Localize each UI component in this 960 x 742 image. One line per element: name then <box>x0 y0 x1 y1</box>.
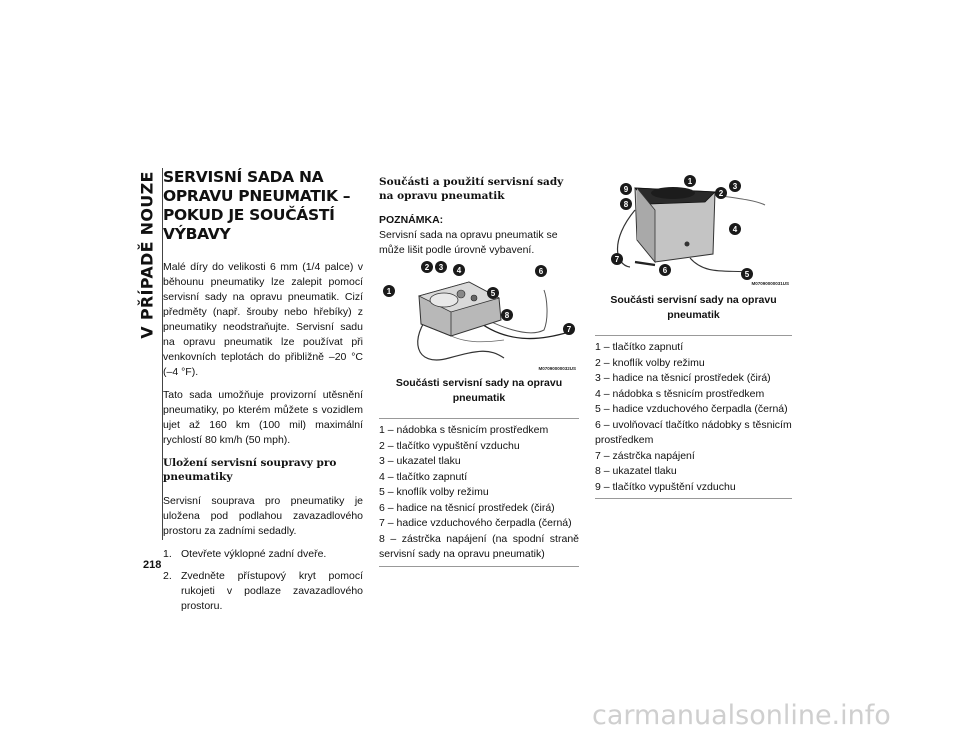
callout-4 <box>453 264 465 276</box>
callout-2 <box>421 261 433 273</box>
svg-text:3: 3 <box>438 263 444 272</box>
page-number: 218 <box>143 559 162 571</box>
legend-item: 7 – hadice vzduchového čerpadla (černá) <box>379 517 572 529</box>
callout-1 <box>383 285 395 297</box>
svg-text:1: 1 <box>687 177 693 186</box>
storage-steps <box>163 547 363 614</box>
section-title: SERVISNÍ SADA NA OPRAVU PNEUMATIK – POKUD JE SOUČÁSTÍ VÝBAVY <box>163 168 351 243</box>
legend-item: 6 – hadice na těsnicí prostředek (čirá) <box>379 501 555 514</box>
figure-2-legend <box>595 335 792 499</box>
legend-item: 4 – tlačítko zapnutí <box>379 470 468 483</box>
watermark-text: carmanualsonline.info <box>592 700 891 731</box>
callout-8 <box>620 198 632 210</box>
svg-text:6: 6 <box>662 266 668 275</box>
callout-5 <box>741 268 753 280</box>
svg-text:5: 5 <box>490 289 496 298</box>
callout-3 <box>729 180 741 192</box>
step-item <box>163 569 363 614</box>
step-number: 1. <box>163 548 172 560</box>
svg-text:5: 5 <box>744 270 750 279</box>
storage-paragraph: Servisní souprava pro pneumatiky je uložena pod podlahou zavazadlového prostoru za zadními sedadly. <box>163 495 363 537</box>
figure-1-caption-block <box>379 376 579 567</box>
legend-item: 9 – tlačítko vypuštění vzduchu <box>595 480 736 493</box>
figure-code: M07090000031US <box>751 281 789 286</box>
legend-item: 8 – zástrčka napájení (na spodní straně servisní sady na opravu pneumatik) <box>379 532 579 560</box>
tire-kit-figure-1 <box>379 258 579 374</box>
figure-1-legend <box>379 418 579 567</box>
legend-item: 1 – nádobka s těsnicím prostředkem <box>379 424 549 436</box>
figure-2-caption-block <box>595 293 792 499</box>
legend-item: 5 – knoflík volby režimu <box>379 486 489 498</box>
step-item <box>163 547 363 562</box>
callout-5 <box>487 287 499 299</box>
intro-paragraph-1: Malé díry do velikosti 6 mm (1/4 palce) v běhounu pneumatiky lze zalepit pomocí servisní sady na opravu pneumatik. Cizí předměty (např. šrouby nebo hřebíky) z pneumatiky neodstraňujte. Servisní sadu na opravu pneumatik lze používat při venkovních teplotách do přibližně –20 °C (–4 °F). <box>163 261 363 378</box>
legend-item: 4 – nádobka s těsnicím prostředkem <box>595 387 765 400</box>
svg-text:8: 8 <box>504 311 510 320</box>
note-text: Servisní sada na opravu pneumatik se může lišit podle úrovně vybavení. <box>379 229 558 256</box>
tire-kit-figure-2 <box>595 170 792 288</box>
step-text: Zvedněte přístupový kryt pomocí rukojeti v podlaze zavazadlového prostoru. <box>181 570 363 612</box>
column-1 <box>163 168 363 621</box>
callout-7 <box>611 253 623 265</box>
svg-text:4: 4 <box>732 225 738 234</box>
callout-4 <box>729 223 741 235</box>
svg-text:8: 8 <box>623 200 629 209</box>
chapter-title: V PŘÍPADĚ NOUZE <box>137 171 157 339</box>
svg-text:9: 9 <box>623 185 629 194</box>
legend-item: 8 – ukazatel tlaku <box>595 465 677 477</box>
svg-text:1: 1 <box>386 287 392 296</box>
legend-item: 1 – tlačítko zapnutí <box>595 341 684 353</box>
figure-caption: Součásti servisní sady na opravu pneumatik <box>610 294 777 321</box>
svg-text:2: 2 <box>424 263 430 272</box>
legend-item: 5 – hadice vzduchového čerpadla (černá) <box>595 403 788 415</box>
figure-caption: Součásti servisní sady na opravu pneumatik <box>395 377 563 404</box>
svg-text:7: 7 <box>614 255 620 264</box>
chapter-side-tab <box>134 170 160 340</box>
svg-text:4: 4 <box>456 266 462 275</box>
figure-code: M07090000032US <box>538 366 576 371</box>
legend-item: 3 – hadice na těsnicí prostředek (čirá) <box>595 372 771 384</box>
callout-7 <box>563 323 575 335</box>
note-label: POZNÁMKA: <box>379 214 444 226</box>
legend-item: 2 – knoflík volby režimu <box>595 356 705 369</box>
storage-heading: Uložení servisní soupravy pro pneumatiky <box>163 457 337 483</box>
legend-item: 3 – ukazatel tlaku <box>379 455 461 467</box>
callout-6 <box>659 264 671 276</box>
svg-text:3: 3 <box>732 182 738 191</box>
callout-6 <box>535 265 547 277</box>
callout-3 <box>435 261 447 273</box>
callout-8 <box>501 309 513 321</box>
step-text: Otevřete výklopné zadní dveře. <box>181 548 327 560</box>
legend-item: 2 – tlačítko vypuštění vzduchu <box>379 439 520 452</box>
callout-9 <box>620 183 632 195</box>
svg-text:6: 6 <box>538 267 544 276</box>
svg-text:7: 7 <box>566 325 572 334</box>
legend-item: 7 – zástrčka napájení <box>595 449 695 462</box>
legend-item: 6 – uvolňovací tlačítko nádobky s těsnicím prostředkem <box>595 418 792 446</box>
svg-text:2: 2 <box>718 189 724 198</box>
callout-2 <box>715 187 727 199</box>
intro-paragraph-2: Tato sada umožňuje provizorní utěsnění pneumatiky, po kterém můžete s vozidlem ujet až 160 km (100 mil) maximální rychlostí 80 km/h (50 mph). <box>163 389 363 446</box>
column-2 <box>379 175 579 266</box>
components-heading: Součásti a použití servisní sady na opravu pneumatik <box>379 176 564 202</box>
callout-1 <box>684 175 696 187</box>
step-number: 2. <box>163 570 172 582</box>
